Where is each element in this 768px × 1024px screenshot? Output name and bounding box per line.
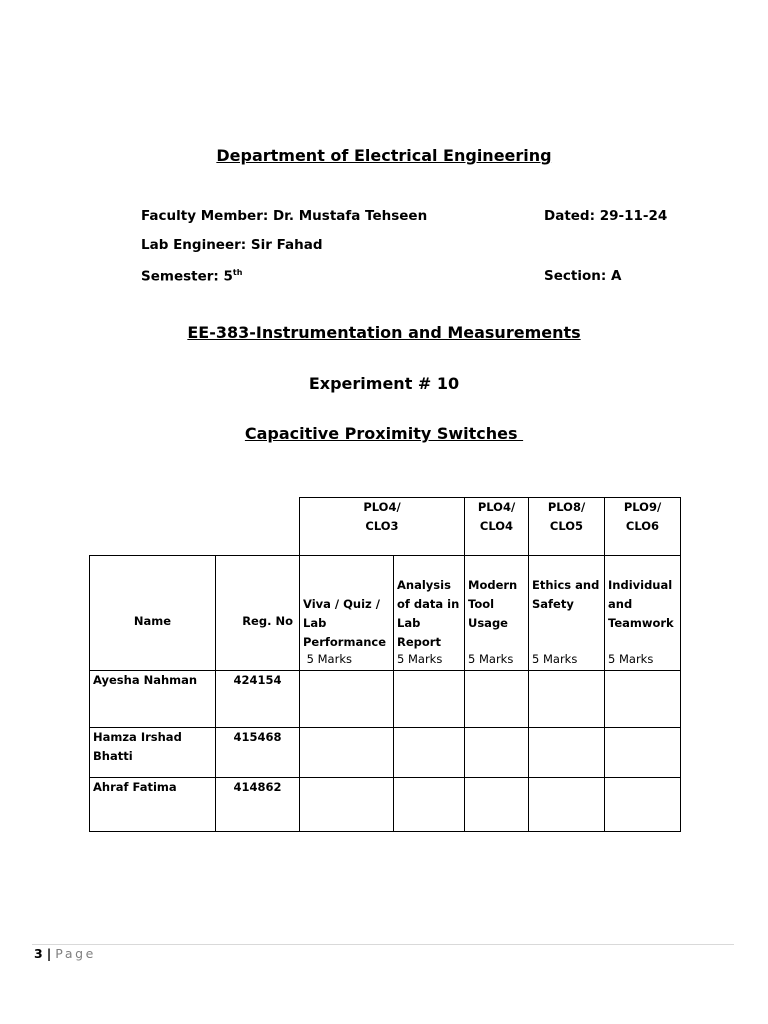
- criteria-header-modern-tool: [465, 556, 529, 671]
- department-title: Department of Electrical Engineering: [216, 146, 552, 165]
- criteria-label: Modern Tool Usage: [468, 578, 518, 630]
- criteria-header-teamwork: [605, 556, 681, 671]
- plo-header-cell: [465, 498, 529, 556]
- criteria-marks: 5 Marks: [608, 652, 654, 666]
- clo-label: CLO3: [365, 519, 399, 533]
- marks-cell: [529, 778, 605, 832]
- marks-cell: [605, 778, 681, 832]
- student-regno: 424154: [216, 671, 300, 728]
- table-row: [90, 778, 681, 832]
- course-title: EE-383-Instrumentation and Measurements: [187, 323, 581, 342]
- table-row: [90, 671, 681, 728]
- semester: [141, 268, 242, 285]
- plo-label: PLO4/: [363, 500, 401, 514]
- plo-header-cell: [605, 498, 681, 556]
- footer-separator: |: [46, 946, 52, 961]
- student-name: Hamza Irshad Bhatti: [90, 728, 216, 778]
- marks-cell: [394, 671, 465, 728]
- marks-cell: [605, 671, 681, 728]
- marks-table: [89, 497, 681, 832]
- page-footer: [34, 946, 96, 961]
- plo-header-cell: [300, 498, 465, 556]
- criteria-label: Analysis of data in Lab Report: [397, 578, 460, 649]
- marks-cell: [394, 728, 465, 778]
- marks-cell: [465, 778, 529, 832]
- regno-header-label: Reg. No: [242, 614, 293, 628]
- marks-cell: [605, 728, 681, 778]
- footer-divider: [32, 944, 734, 945]
- criteria-marks: 5 Marks: [468, 652, 514, 666]
- criteria-header-viva: [300, 556, 394, 671]
- plo-header-row: [90, 498, 681, 556]
- student-name: Ayesha Nahman: [90, 671, 216, 728]
- criteria-marks: 5 Marks: [532, 652, 578, 666]
- empty-corner-cell: [90, 498, 216, 556]
- clo-label: CLO4: [479, 519, 514, 533]
- criteria-marks: 5 Marks: [303, 652, 352, 666]
- clo-label: CLO5: [549, 519, 584, 533]
- criteria-header-analysis: [394, 556, 465, 671]
- marks-cell: [465, 728, 529, 778]
- section: Section: A: [544, 268, 622, 284]
- criteria-label: Ethics and Safety: [532, 578, 600, 611]
- criteria-header-ethics: [529, 556, 605, 671]
- marks-cell: [300, 671, 394, 728]
- marks-cell: [394, 778, 465, 832]
- marks-cell: [529, 728, 605, 778]
- semester-superscript: th: [232, 268, 243, 277]
- dated: Dated: 29-11-24: [544, 208, 668, 224]
- experiment-number: Experiment # 10: [308, 374, 460, 393]
- plo-label: PLO8/: [547, 500, 586, 514]
- student-name: Ahraf Fatima: [90, 778, 216, 832]
- marks-cell: [465, 671, 529, 728]
- regno-column-header: [216, 556, 300, 671]
- faculty-member: Faculty Member: Dr. Mustafa Tehseen: [141, 208, 428, 224]
- criteria-label: Individual and Teamwork: [608, 578, 674, 630]
- clo-label: CLO6: [625, 519, 660, 533]
- table-row: [90, 728, 681, 778]
- experiment-topic: Capacitive Proximity Switches: [244, 424, 524, 443]
- semester-value: Semester: 5: [141, 268, 233, 285]
- marks-cell: [529, 671, 605, 728]
- empty-corner-cell: [216, 498, 300, 556]
- plo-label: PLO4/: [477, 500, 516, 514]
- name-column-header: [90, 556, 216, 671]
- page-label: Page: [55, 946, 96, 961]
- criteria-marks: 5 Marks: [397, 652, 443, 666]
- name-header-label: Name: [133, 614, 172, 628]
- marks-cell: [300, 778, 394, 832]
- plo-label: PLO9/: [623, 500, 662, 514]
- criteria-header-row: [90, 556, 681, 671]
- plo-header-cell: [529, 498, 605, 556]
- student-regno: 415468: [216, 728, 300, 778]
- student-regno: 414862: [216, 778, 300, 832]
- marks-cell: [300, 728, 394, 778]
- lab-engineer: Lab Engineer: Sir Fahad: [141, 237, 323, 253]
- page-number: 3: [34, 946, 43, 961]
- criteria-label: Viva / Quiz / Lab Performance: [303, 597, 387, 649]
